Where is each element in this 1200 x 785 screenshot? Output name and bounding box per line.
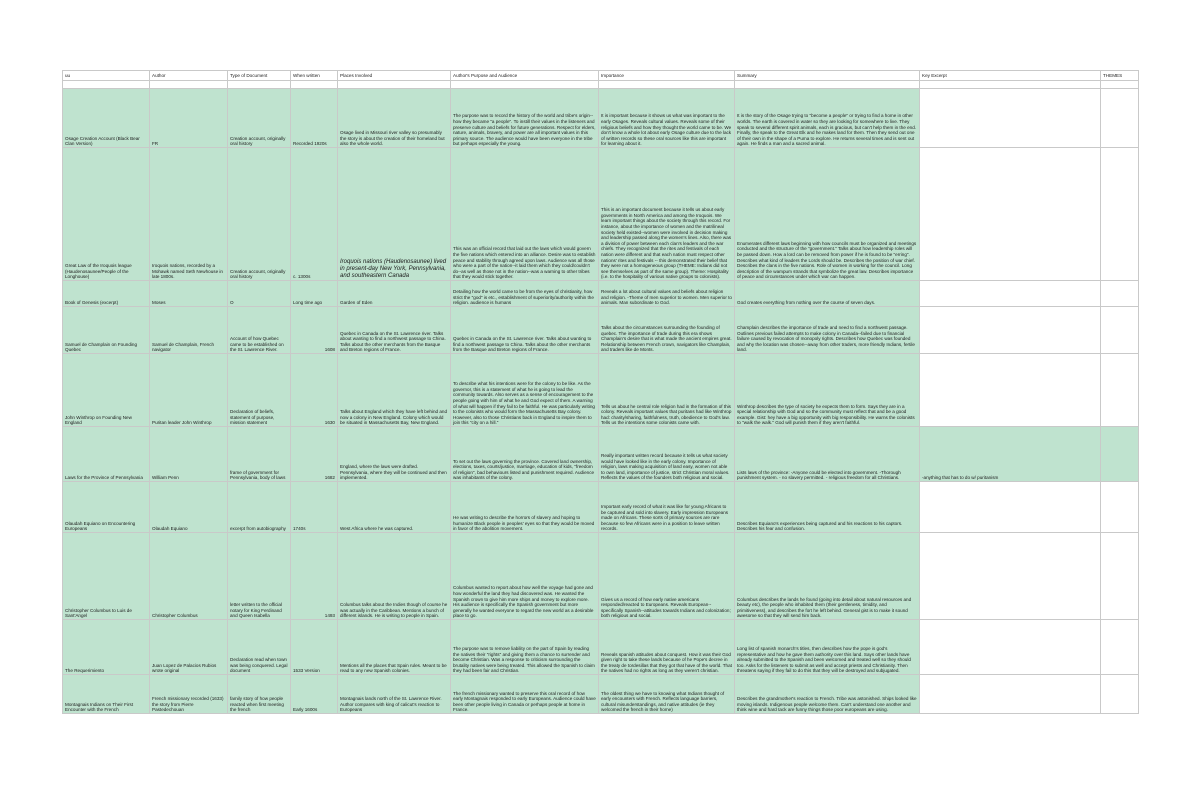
table-row (63, 482, 1139, 533)
column-header[interactable]: uu (63, 71, 150, 81)
when-cell[interactable]: 1682 (291, 427, 338, 482)
importance-cell[interactable]: Reveals a lot about cultural values and beliefs about religion and religion. -Theme of men superior to women. Men superior to animals. Man subordinate to God. (599, 281, 735, 307)
places-cell[interactable]: Iroquois nations (Haudenosaunee) lived in present-day New York, Pennsylvania, and southeastern Canada (338, 148, 451, 281)
author-cell[interactable]: Olaudah Equiano (150, 482, 228, 533)
excerpt-cell[interactable] (920, 482, 1101, 533)
type-cell[interactable]: frame of government for Pennsylvania, body of laws (228, 427, 291, 482)
excerpt-cell[interactable] (920, 533, 1101, 620)
places-cell[interactable]: Quebec in Canada on the St. Lawrence river. Talks about wanting to find a northwest passage to China. Talks about the other merchants from the Basque and Breton regions of France. (338, 307, 451, 354)
title-cell[interactable]: Laws for the Province of Pennsylvania (63, 427, 150, 482)
importance-cell[interactable]: Really important written record because it tells us what society would have looked like in the early colony. Importance of religion, laws making acquisition of land easy, women not able to own land, importance of justice, strict Christian moral values. Reflects the values of the founders both religious and social. (599, 427, 735, 482)
excerpt-cell[interactable] (920, 620, 1101, 675)
purpose-cell[interactable]: Quebec in Canada on the St. Lawrence river. Talks about wanting to find a northwest passage to China. Talks about the other merchants from the Basque and Breton regions of France. (451, 307, 599, 354)
column-header[interactable]: Author (150, 71, 228, 81)
title-cell[interactable]: Olaudah Equiano on Encountering Europeans (63, 482, 150, 533)
places-cell[interactable]: Talks about England which they have left behind and now a colony in New England. Colony which would be situated in Massachusetts Bay, New England. (338, 354, 451, 427)
table-row (63, 533, 1139, 620)
empty-cell[interactable] (1101, 81, 1139, 89)
importance-cell[interactable]: Tells us about he central role religion had in the formation of this colony. Reveals important values that puritans had like Winthrop had: charity/sharing, faithfulness, truth, obedience to God's law. Tells us the intentions some colonists came with. (599, 354, 735, 427)
column-header[interactable]: Summary (735, 71, 920, 81)
importance-cell[interactable]: It is important because it shows us what was important to the early Osages. Reveals cultural values. Reveals some of their religious beliefs and how they thought the world came to be. We don't know a whole lot about early Osage culture due to the lack of written records so these oral sources like this are important for learning about it. (599, 89, 735, 148)
empty-cell[interactable] (599, 81, 735, 89)
themes-cell[interactable] (1101, 533, 1139, 620)
excerpt-cell[interactable]: -anything that has to do w/ puritanism (920, 427, 1101, 482)
table-row (63, 427, 1139, 482)
excerpt-cell[interactable] (920, 307, 1101, 354)
places-cell[interactable]: Garden of Eden (338, 281, 451, 307)
when-cell[interactable]: Recorded 1920s (291, 89, 338, 148)
title-cell[interactable]: Book of Genesis (excerpt) (63, 281, 150, 307)
empty-cell[interactable] (920, 81, 1101, 89)
type-cell[interactable]: O (228, 281, 291, 307)
excerpt-cell[interactable] (920, 281, 1101, 307)
places-cell[interactable]: West Africa where he was captured. (338, 482, 451, 533)
excerpt-cell[interactable] (920, 148, 1101, 281)
type-cell[interactable]: family story of how people reacted when first meeting the french (228, 675, 291, 714)
themes-cell[interactable] (1101, 354, 1139, 427)
table-row (63, 307, 1139, 354)
title-cell[interactable]: The Requerimiento (63, 620, 150, 675)
empty-cell[interactable] (63, 81, 150, 89)
author-cell[interactable]: Moses (150, 281, 228, 307)
purpose-cell[interactable]: Detailing how the world came to be from the eyes of christianity, how strict the "god" is etc., establishment of superiority/authority within the religion. audience is humans (451, 281, 599, 307)
empty-cell[interactable] (451, 81, 599, 89)
themes-cell[interactable] (1101, 675, 1139, 714)
places-cell[interactable]: Montagnais lands north of the St. Lawrence River. Author compares with king of calicut's reaction to Europeans (338, 675, 451, 714)
importance-cell[interactable]: Gives us a record of how early native americans responded/reacted to Europeans. Reveals European--specifically Spanish--attitudes towards Indians and colonization; both religious and social. (599, 533, 735, 620)
table-row (63, 281, 1139, 307)
themes-cell[interactable] (1101, 620, 1139, 675)
author-cell[interactable]: Juan Lopez de Palacios Rubios wrote original (150, 620, 228, 675)
when-cell[interactable]: 1533 Version (291, 620, 338, 675)
title-cell[interactable]: Osage Creation Account (Black Bear Clan Version) (63, 89, 150, 148)
column-header[interactable]: When written (291, 71, 338, 81)
column-header[interactable]: THEMES (1101, 71, 1139, 81)
author-cell[interactable]: Samuel de Champlain, French navigator (150, 307, 228, 354)
table-row (63, 354, 1139, 427)
table-row (63, 675, 1139, 714)
author-cell[interactable]: William Penn (150, 427, 228, 482)
title-cell[interactable]: John Winthrop on Founding New England (63, 354, 150, 427)
column-header[interactable]: Places Involved (338, 71, 451, 81)
places-cell[interactable]: Columbus talks about the Indies though of course he was actually in the Caribbean. Mentions a bunch of different islands. He is writing to people in Spain. (338, 533, 451, 620)
summary-cell[interactable]: Describes the grandmother's reaction to French. Tribe was astonished. Ships looked like moving islands. Indigenous people welcome them. Can't understand one another and think wine and hard tack are funny things those poor europeans are using. (735, 675, 920, 714)
summary-cell[interactable]: It is the story of the Osage trying to "become a people" or trying to find a home in other worlds. The earth is covered in water so they are looking for somewhere to live. They speak to several different spirit animals, each is gracious, but can't help them in the end. Finally, the speak to the Great Elk and he makes land for them. Then they send out one of their own in the shape of a Puma to explore. He returns several times and is sent out again. He finds a man and a sacred animal. (735, 89, 920, 148)
type-cell[interactable]: Account of how Quebec came to be established on the St. Lawrence River. (228, 307, 291, 354)
purpose-cell[interactable]: The purpose was to remove liability on the part of Spain by reading the natives their "rights" and giving them a chance to surrender and become Christian. Was a response to criticism surrounding the brutality natives were being treated. This allowed the Spanish to claim they had been fair and Christian. (451, 620, 599, 675)
title-cell[interactable]: Christopher Columbus to Luis de Sant'Angel (63, 533, 150, 620)
purpose-cell[interactable]: The french missionary wanted to preserve this oral record of how early Montagnais responded to early Europeans. Audience could have been other people living in Canada or perhaps people at home in France. (451, 675, 599, 714)
header-row (63, 71, 1139, 81)
purpose-cell[interactable]: To set out the laws governing the province. Covered land ownership, elections, taxes, courts/justice, marriage, education of kids, "freedom of religion", bad behaviours listed and punishment required. Audience was inhabitants of the colony. (451, 427, 599, 482)
excerpt-cell[interactable] (920, 354, 1101, 427)
importance-cell[interactable]: Reveals spanish attitudes about conquest. How it was their God given right to take these lands because of he Pope's decree in the treaty de tordesillas that they got that have of the world. That the natives had no rights as long as they weren't christian. (599, 620, 735, 675)
column-header[interactable]: Importance (599, 71, 735, 81)
type-cell[interactable]: excerpt from autobiography (228, 482, 291, 533)
type-cell[interactable]: Declaration of beliefs, statement of purpose, mission statement (228, 354, 291, 427)
empty-cell[interactable] (150, 81, 228, 89)
purpose-cell[interactable]: To describe what his intentions were for the colony to be like. As the governor, this is a statement of what he is going to lead the community towards. Also serves as a sense of encouragement to the people going with him of what he and God expect of them. A warning of what will happen if they fail to be faithful. He was particularly writing to the colonists who would form the Massachusetts Bay colony. However, also to those Christians back in England to inspire them to join this "city on a hill." (451, 354, 599, 427)
importance-cell[interactable]: Talks about the circumstances surrounding the founding of quebec. The importance of trade during this era shows Champlain's desire that is what made the ancient empires great. Relationship between French crown, navigators like Champlain, and traders like de Monts. (599, 307, 735, 354)
summary-cell[interactable]: Describes Equiano's experiences being captured and his reactions to his captors. Describes his fear and confusion. (735, 482, 920, 533)
column-header[interactable]: Author's Purpose and Audience (451, 71, 599, 81)
summary-cell[interactable]: Lists laws of the province: -Anyone could be elected into government. -Thorough punishment system. - no slavery permitted. - religious freedom for all Christians. (735, 427, 920, 482)
when-cell[interactable]: c. 1300s (291, 148, 338, 281)
author-cell[interactable]: French missionary recorded (1633) the story from Pierre Pastedechouan (150, 675, 228, 714)
excerpt-cell[interactable] (920, 89, 1101, 148)
when-cell[interactable]: 1493 (291, 533, 338, 620)
themes-cell[interactable] (1101, 482, 1139, 533)
importance-cell[interactable]: Important early record of what it was like for young Africans to be captured and sold into slavery. Early impression Europeans made on Africans. These sorts of primary sources are rare because so few Africans were in a position to leave written records. (599, 482, 735, 533)
empty-cell[interactable] (228, 81, 291, 89)
author-cell[interactable]: FR (150, 89, 228, 148)
purpose-cell[interactable]: He was writing to describe the horrors of slavery and hoping to humanize Black people in peoples' eyes so that they would be moved in favor of the abolition movement. (451, 482, 599, 533)
spreadsheet-table (62, 70, 1139, 714)
empty-cell[interactable] (291, 81, 338, 89)
column-header[interactable]: Type of Document (228, 71, 291, 81)
purpose-cell[interactable]: The purpose was to record the history of the world and tribe's origin--how they became "a people". To instill their values in the listeners and preserve culture and beliefs for future generations. Respect for elders, nature, animals, bravery, and power are all important values in this primary source. The audience would have been everyone in the tribe but perhaps especially the young. (451, 89, 599, 148)
table-row (63, 620, 1139, 675)
themes-cell[interactable] (1101, 427, 1139, 482)
importance-cell[interactable]: The oldest thing we have to knowing what Indians thought of early encounters with French. Reflects language barriers, cultural misunderstandings, and native attitudes (ie they welcomed the french in their home) (599, 675, 735, 714)
title-cell[interactable]: Samuel de Champlain on Founding Quebec (63, 307, 150, 354)
purpose-cell[interactable]: This was an official record that laid out the laws which would govern the five nations which entered into an alliance. Desire was to establish peace and stability through agreed upon laws. Audience was all those who were a part of the nation--it laid them which they could/couldn't do--as well as those not in the nation--was a warning to other tribes that they would stick together. (451, 148, 599, 281)
type-cell[interactable]: Creation account, originally oral history (228, 89, 291, 148)
themes-cell[interactable] (1101, 89, 1139, 148)
title-cell[interactable]: Montagnais Indians on Their First Encounter with the French (63, 675, 150, 714)
themes-cell[interactable] (1101, 307, 1139, 354)
summary-cell[interactable]: Long list of spanish monarch's titles, then describes how the pope is god's representative and how he gave them authority over this land. Says other lands have already submitted to the Spanish and been welcomed and treated well so they should too. Asks for the listeners to submit as well and accept priests and Christianity. Then threatens saying if they fail to do this that they will be destroyed and subjugated. (735, 620, 920, 675)
empty-cell[interactable] (735, 81, 920, 89)
empty-row (63, 81, 1139, 89)
when-cell[interactable]: Early 1600s (291, 675, 338, 714)
places-cell[interactable]: Mentions all the places that Spain rules. Meant to be read to any new Spanish colonies. (338, 620, 451, 675)
table-row (63, 89, 1139, 148)
summary-cell[interactable]: God creates everything from nothing over the course of seven days. (735, 281, 920, 307)
themes-cell[interactable] (1101, 281, 1139, 307)
column-header[interactable]: Key Excerpt (920, 71, 1101, 81)
excerpt-cell[interactable] (920, 675, 1101, 714)
summary-cell[interactable]: Winthrop describes the type of society he expects them to form. Says they are in a special relationship with God and so the community must reflect that and be a good example. Gist: hey have a big opportunity with big responsibility. He warns the colonists to "walk the walk." God will punish them if they aren't faithful. (735, 354, 920, 427)
type-cell[interactable]: letter written to the official notary for King Ferdinand and Queen Isabella (228, 533, 291, 620)
author-cell[interactable]: Iroquois nations, recorded by a Mohawk named Seth Newhouse in late 1800s. (150, 148, 228, 281)
table-row (63, 148, 1139, 281)
when-cell[interactable]: 1608 (291, 307, 338, 354)
places-cell[interactable]: Osage lived in Missouri river valley so presumably the story is about the creation of their homeland but also the whole world. (338, 89, 451, 148)
summary-cell[interactable]: Columbus describes the lands he found (going into detail about natural resources and beauty etc), the people who inhabited them (their gentleness, timidity, and primitiveness), and describes the fort he left behind. General gist is to make it sound awesome so that they will send him back. (735, 533, 920, 620)
summary-cell[interactable]: Enumerates different laws beginning with how councils must be organized and meetings conducted and the structure of the "government." Talks about how leadership roles will be passed down. How a lord can be removed from power if he is found to be "erring". Describes what kind of leaders the Lords should be. Describes the position of war chief. Describes the clans in the five nations. Role of women in working for the council. Long description of the wampum strands that symbolize the great law. Describes importance of peace and circumstances under which war can happen. (735, 148, 920, 281)
type-cell[interactable]: Declaration read when town was being conquered. Legal document (228, 620, 291, 675)
importance-cell[interactable]: This is an important document because it tells us about early governments in North America and among the Iroquois. We learn important things about the society through this record. For instance, about the importance of women and the matrilineal society held existed--women were involved in decision making and leadership passed along the women's lines. Also, there was a division of power between each clan's leaders and the war chiefs. They recognized that the rites and festivals of each nation were different and that each nation must respect other nations' rites and festivals -- this demonstrated their belief that they were not a homogeneous group (THEME: Indians did not see themselves as part of the same group). Theme: Hospitality (i.e. to the hospitality of various native groups to colonists). (599, 148, 735, 281)
title-cell[interactable]: Great Law of the Iroquois league (Haudenosaunee/People of the Longhouse) (63, 148, 150, 281)
when-cell[interactable]: 1630 (291, 354, 338, 427)
empty-cell[interactable] (338, 81, 451, 89)
when-cell[interactable]: 1740s (291, 482, 338, 533)
purpose-cell[interactable]: Columbus wanted to report about how well the voyage had gone and how wonderful the land they had discovered was. He wanted the Spanish crown to give him more ships and money to explore more. His audience is specifically the Spanish government but more generally he wanted everyone to regard the new world as a desirable place to go. (451, 533, 599, 620)
places-cell[interactable]: England, where the laws were drafted. Pennsylvania, where they will be continued and then implemented. (338, 427, 451, 482)
author-cell[interactable]: Puritan leader John Winthrop (150, 354, 228, 427)
when-cell[interactable]: Long time ago (291, 281, 338, 307)
themes-cell[interactable] (1101, 148, 1139, 281)
summary-cell[interactable]: Champlain describes the importance of trade and need to find a northwest passage. Outlines previous failed attempts to make colony in Canada--failed due to financial failure caused by revocation of monopoly rights. Describes how Quebec was founded and why the location was chosen--away from other traders, more friendly Indians, fertile land. (735, 307, 920, 354)
author-cell[interactable]: Christopher Columbus (150, 533, 228, 620)
type-cell[interactable]: Creation account, originally oral history (228, 148, 291, 281)
